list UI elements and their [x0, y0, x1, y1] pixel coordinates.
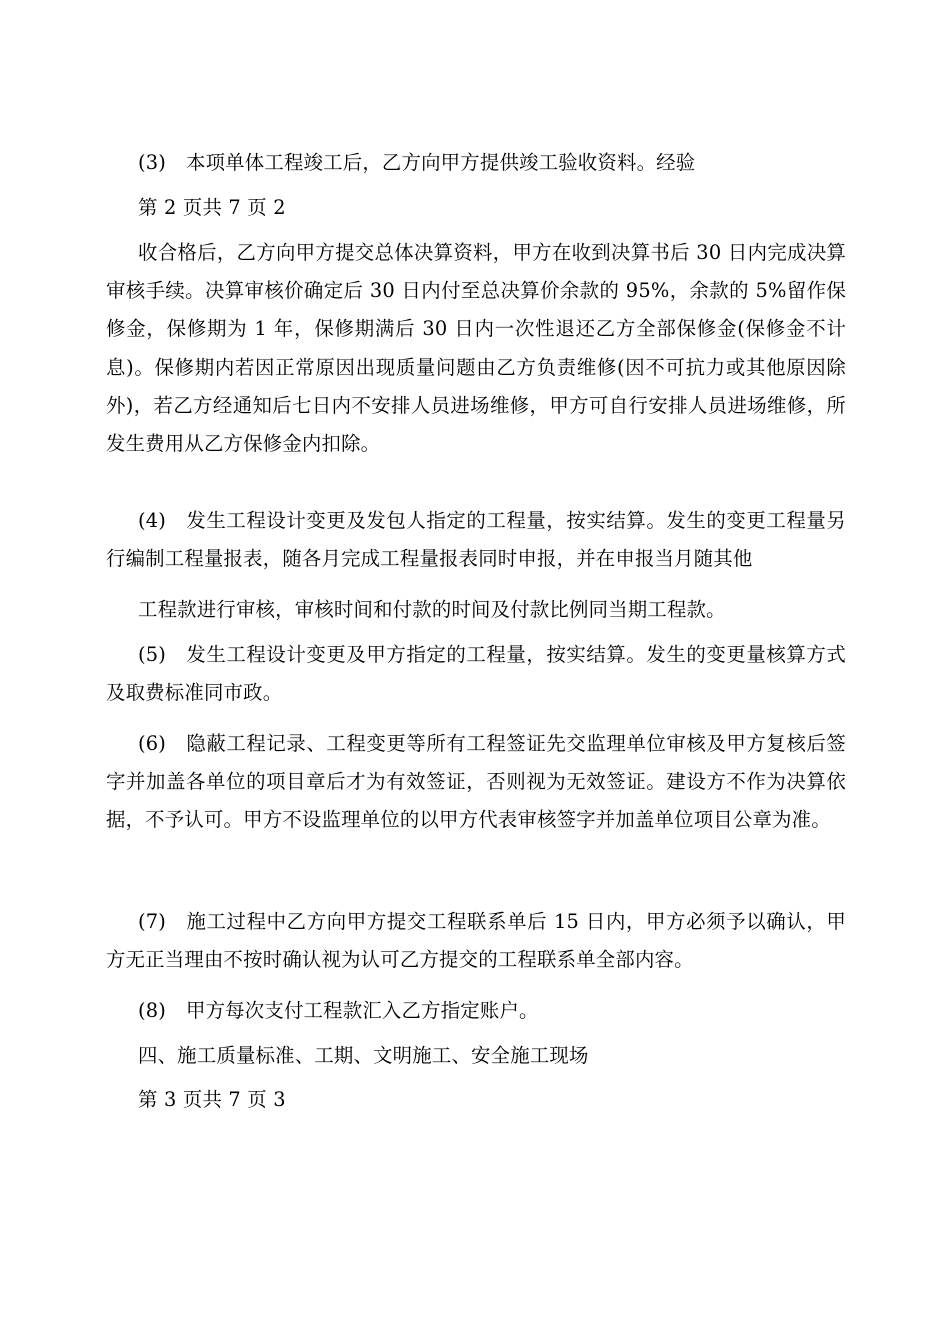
page-footer-2 [106, 189, 846, 227]
paragraph-4 [106, 502, 846, 578]
paragraph-settlement [106, 234, 846, 463]
paragraph-5 [106, 636, 846, 712]
item-number: (7) [138, 910, 167, 933]
page-footer-3 [106, 1081, 846, 1119]
item-number: (4) [138, 509, 167, 532]
paragraph-text: 收合格后，乙方向甲方提交总体决算资料，甲方在收到决算书后 30 日内完成决算审核手续。决算审核价确定后 30 日内付至总决算价余款的 95%，余款的 5%留作保修金，保修期为 1 年，保修期满后 30 日内一次性退还乙方全部保修金(保修金不计息)。保修期内若因正常原因出现质量问题由乙方负责维修(因不可抗力或其他原因除外)，若乙方经通知后七日内不安排人员进场维修，甲方可自行安排人员进场维修，所发生费用从乙方保修金内扣除。 [106, 241, 846, 456]
paragraph-7 [106, 903, 846, 979]
item-number: (8) [138, 999, 167, 1022]
paragraph-text: 施工过程中乙方向甲方提交工程联系单后 15 日内，甲方必须予以确认，甲方无正当理由不按时确认视为认可乙方提交的工程联系单全部内容。 [106, 910, 846, 972]
item-number: (3) [138, 151, 167, 174]
paragraph-text: 工程款进行审核，审核时间和付款的时间及付款比例同当期工程款。 [138, 598, 726, 621]
paragraph-text: 发生工程设计变更及甲方指定的工程量，按实结算。发生的变更量核算方式及取费标准同市政。 [106, 643, 846, 705]
paragraph-text: 本项单体工程竣工后，乙方向甲方提供竣工验收资料。经验 [186, 151, 696, 174]
item-number: (5) [138, 643, 167, 666]
page-footer-text: 第 2 页共 7 页 2 [138, 196, 286, 219]
page-footer-text: 第 3 页共 7 页 3 [138, 1088, 286, 1111]
paragraph-6 [106, 725, 846, 840]
paragraph-4-continued [106, 591, 846, 629]
section-heading-4 [106, 1037, 846, 1075]
paragraph-3 [106, 144, 846, 182]
paragraph-8 [106, 992, 846, 1030]
paragraph-text: 发生工程设计变更及发包人指定的工程量，按实结算。发生的变更工程量另行编制工程量报表，随各月完成工程量报表同时申报，并在申报当月随其他 [106, 509, 846, 571]
section-heading-text: 四、施工质量标准、工期、文明施工、安全施工现场 [138, 1044, 589, 1067]
item-number: (6) [138, 732, 167, 755]
paragraph-text: 隐蔽工程记录、工程变更等所有工程签证先交监理单位审核及甲方复核后签字并加盖各单位的项目章后才为有效签证，否则视为无效签证。建设方不作为决算依据，不予认可。甲方不设监理单位的以甲方代表审核签字并加盖单位项目公章为准。 [106, 732, 846, 832]
paragraph-text: 甲方每次支付工程款汇入乙方指定账户。 [186, 999, 539, 1022]
